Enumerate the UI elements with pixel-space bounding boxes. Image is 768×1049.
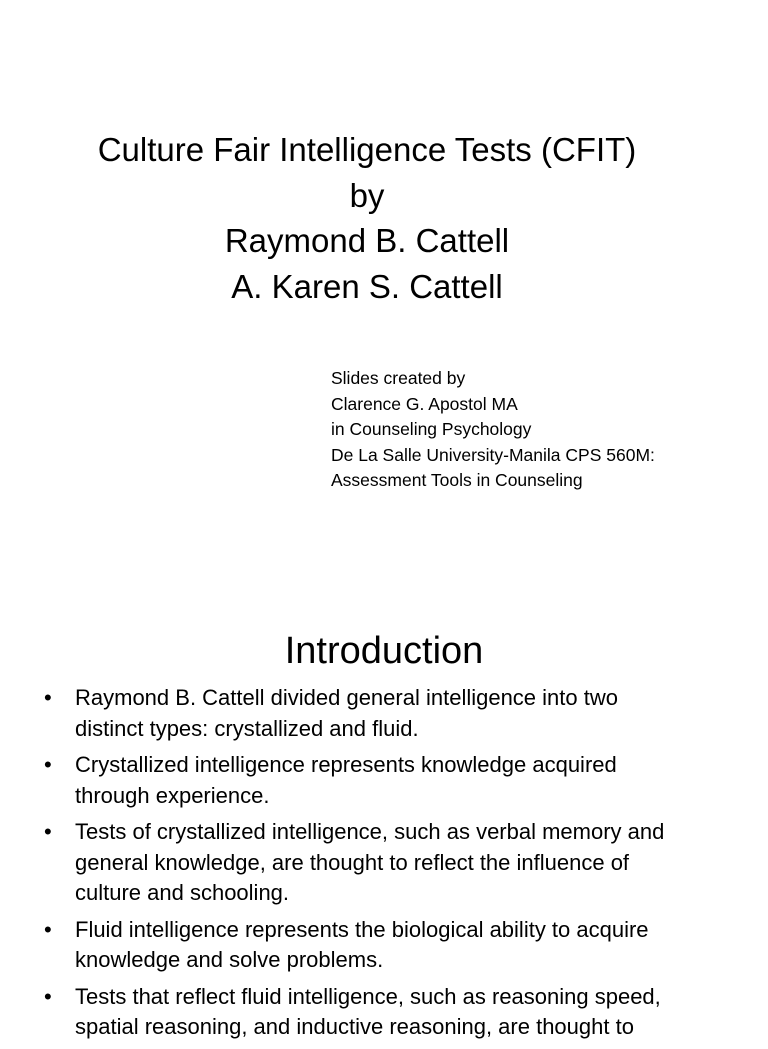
bullet-text-line: Crystallized intelligence represents knowledge acquired (75, 752, 617, 777)
slide-credits (331, 366, 655, 494)
bullet-glyph: • (44, 685, 52, 710)
bullet-item (0, 915, 715, 976)
presentation-title (0, 127, 734, 309)
bullet-text-line: culture and schooling. (75, 880, 290, 905)
title-line: Raymond B. Cattell (224, 222, 510, 259)
credit-line: in Counseling Psychology (331, 419, 532, 440)
bullet-text-line: Tests of crystallized intelligence, such as verbal memory and (75, 819, 665, 844)
bullet-glyph: • (44, 916, 52, 942)
credit-line: Assessment Tools in Counseling (331, 470, 583, 491)
bullet-text-line: Fluid intelligence represents the biological ability to acquire (75, 916, 649, 942)
bullet-text-line: Raymond B. Cattell divided general intelligence into two (75, 685, 618, 710)
bullet-item (0, 982, 715, 1043)
slide-heading: Introduction (284, 630, 484, 672)
bullet-text-line: through experience. (75, 782, 270, 808)
bullet-text-line: distinct types: crystallized and fluid. (75, 715, 419, 741)
bullet-text-line: spatial reasoning, and inductive reasoning, are thought to (75, 1014, 634, 1039)
bullet-item (0, 817, 715, 909)
bullet-item (0, 750, 715, 811)
title-line: A. Karen S. Cattell (231, 267, 503, 305)
credit-line: De La Salle University-Manila CPS 560M: (331, 444, 655, 465)
title-line: Culture Fair Intelligence Tests (CFIT) (97, 131, 637, 168)
bullet-list (0, 683, 715, 1049)
bullet-text-line: knowledge and solve problems. (75, 947, 384, 972)
bullet-glyph: • (44, 752, 52, 777)
bullet-glyph: • (44, 983, 52, 1009)
bullet-glyph: • (44, 819, 52, 844)
credit-line: Slides created by (331, 368, 466, 388)
bullet-text-line: general knowledge, are thought to reflect the influence of (75, 849, 630, 875)
credit-line: Clarence G. Apostol MA (331, 393, 518, 414)
bullet-item (0, 683, 715, 744)
title-line: by (349, 176, 385, 214)
bullet-text-line: Tests that reflect fluid intelligence, such as reasoning speed, (75, 983, 661, 1009)
slide-introduction (0, 576, 768, 1039)
